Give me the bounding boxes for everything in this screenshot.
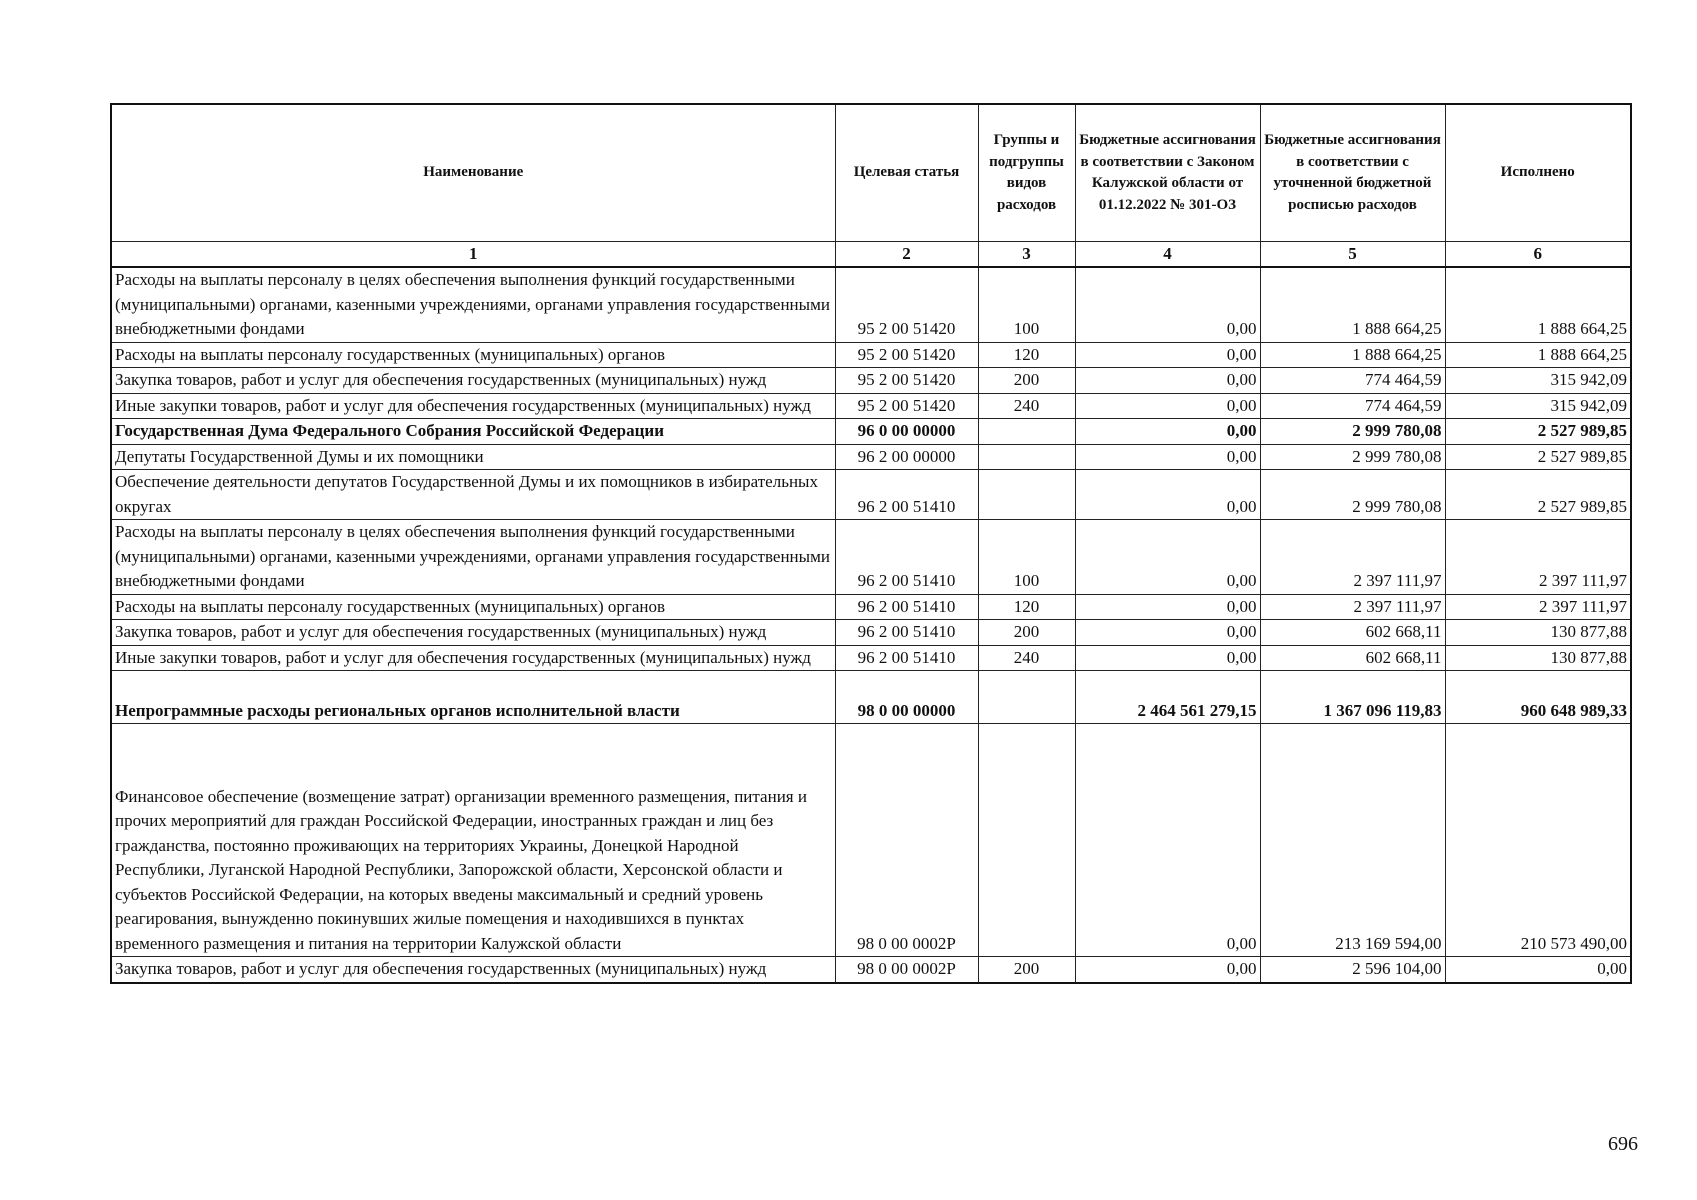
header-refined-allocations: Бюджетные ассигнования в соответствии с уточненной бюджетной росписью расходов <box>1260 104 1445 242</box>
row-executed: 2 397 111,97 <box>1445 594 1631 620</box>
row-name: Расходы на выплаты персоналу в целях обеспечения выполнения функций государственными (муниципальными) органами, казенными учреждениями, органами управления государственными внебюджетными фондами <box>111 267 835 342</box>
row-name: Расходы на выплаты персоналу государственных (муниципальных) органов <box>111 342 835 368</box>
column-number: 2 <box>835 242 978 268</box>
row-executed: 960 648 989,33 <box>1445 671 1631 724</box>
row-expense-group: 120 <box>978 342 1075 368</box>
row-law-allocation: 2 464 561 279,15 <box>1075 671 1260 724</box>
row-executed: 130 877,88 <box>1445 645 1631 671</box>
row-name: Закупка товаров, работ и услуг для обеспечения государственных (муниципальных) нужд <box>111 620 835 646</box>
row-target-article: 96 2 00 51410 <box>835 620 978 646</box>
header-executed: Исполнено <box>1445 104 1631 242</box>
row-name: Закупка товаров, работ и услуг для обеспечения государственных (муниципальных) нужд <box>111 368 835 394</box>
row-name: Иные закупки товаров, работ и услуг для обеспечения государственных (муниципальных) нужд <box>111 645 835 671</box>
row-refined-allocation: 774 464,59 <box>1260 368 1445 394</box>
table-body <box>111 267 1631 983</box>
row-target-article: 98 0 00 0002Р <box>835 724 978 957</box>
column-number: 4 <box>1075 242 1260 268</box>
header-row <box>111 104 1631 242</box>
row-target-article: 98 0 00 00000 <box>835 671 978 724</box>
row-refined-allocation: 1 367 096 119,83 <box>1260 671 1445 724</box>
row-expense-group <box>978 444 1075 470</box>
row-expense-group: 240 <box>978 645 1075 671</box>
row-executed: 2 527 989,85 <box>1445 470 1631 520</box>
table-row <box>111 620 1631 646</box>
row-refined-allocation: 1 888 664,25 <box>1260 342 1445 368</box>
row-expense-group <box>978 724 1075 957</box>
row-refined-allocation: 602 668,11 <box>1260 645 1445 671</box>
table-row <box>111 267 1631 342</box>
table-row <box>111 671 1631 724</box>
row-name: Государственная Дума Федерального Собрания Российской Федерации <box>111 419 835 445</box>
row-refined-allocation: 2 999 780,08 <box>1260 444 1445 470</box>
table-row <box>111 594 1631 620</box>
row-refined-allocation: 2 999 780,08 <box>1260 419 1445 445</box>
row-executed: 0,00 <box>1445 957 1631 983</box>
row-law-allocation: 0,00 <box>1075 444 1260 470</box>
row-law-allocation: 0,00 <box>1075 393 1260 419</box>
table-row <box>111 645 1631 671</box>
row-target-article: 96 0 00 00000 <box>835 419 978 445</box>
column-number: 3 <box>978 242 1075 268</box>
table-row <box>111 342 1631 368</box>
row-expense-group: 100 <box>978 267 1075 342</box>
row-name: Расходы на выплаты персоналу в целях обеспечения выполнения функций государственными (муниципальными) органами, казенными учреждениями, органами управления государственными внебюджетными фондами <box>111 520 835 595</box>
table-row <box>111 444 1631 470</box>
row-expense-group: 240 <box>978 393 1075 419</box>
row-law-allocation: 0,00 <box>1075 724 1260 957</box>
row-executed: 315 942,09 <box>1445 393 1631 419</box>
row-name: Иные закупки товаров, работ и услуг для обеспечения государственных (муниципальных) нужд <box>111 393 835 419</box>
row-refined-allocation: 602 668,11 <box>1260 620 1445 646</box>
row-expense-group <box>978 671 1075 724</box>
row-name: Закупка товаров, работ и услуг для обеспечения государственных (муниципальных) нужд <box>111 957 835 983</box>
row-refined-allocation: 213 169 594,00 <box>1260 724 1445 957</box>
row-law-allocation: 0,00 <box>1075 419 1260 445</box>
row-expense-group: 100 <box>978 520 1075 595</box>
row-name: Непрограммные расходы региональных органов исполнительной власти <box>111 671 835 724</box>
table-row <box>111 393 1631 419</box>
row-executed: 315 942,09 <box>1445 368 1631 394</box>
row-law-allocation: 0,00 <box>1075 957 1260 983</box>
row-refined-allocation: 1 888 664,25 <box>1260 267 1445 342</box>
column-number: 1 <box>111 242 835 268</box>
column-number: 6 <box>1445 242 1631 268</box>
row-target-article: 96 2 00 51410 <box>835 520 978 595</box>
column-number-row <box>111 242 1631 268</box>
row-target-article: 96 2 00 51410 <box>835 470 978 520</box>
row-executed: 210 573 490,00 <box>1445 724 1631 957</box>
header-target-article: Целевая статья <box>835 104 978 242</box>
row-refined-allocation: 2 397 111,97 <box>1260 520 1445 595</box>
row-law-allocation: 0,00 <box>1075 342 1260 368</box>
row-target-article: 95 2 00 51420 <box>835 368 978 394</box>
row-name: Депутаты Государственной Думы и их помощники <box>111 444 835 470</box>
row-refined-allocation: 2 999 780,08 <box>1260 470 1445 520</box>
row-target-article: 96 2 00 51410 <box>835 594 978 620</box>
row-executed: 2 527 989,85 <box>1445 444 1631 470</box>
column-number: 5 <box>1260 242 1445 268</box>
row-target-article: 96 2 00 00000 <box>835 444 978 470</box>
row-refined-allocation: 774 464,59 <box>1260 393 1445 419</box>
row-target-article: 95 2 00 51420 <box>835 393 978 419</box>
row-expense-group: 200 <box>978 368 1075 394</box>
row-executed: 1 888 664,25 <box>1445 342 1631 368</box>
row-law-allocation: 0,00 <box>1075 594 1260 620</box>
row-law-allocation: 0,00 <box>1075 520 1260 595</box>
table-row <box>111 520 1631 595</box>
row-executed: 2 527 989,85 <box>1445 419 1631 445</box>
row-law-allocation: 0,00 <box>1075 470 1260 520</box>
row-name: Финансовое обеспечение (возмещение затрат) организации временного размещения, питания и прочих мероприятий для граждан Российской Федерации, иностранных граждан и лиц без гражданства, постоянно проживающих на территориях Украины, Донецкой Народной Республики, Луганской Народной Республики, Запорожской области, Херсонской области и субъектов Российской Федерации, на которых введены максимальный и средний уровень реагирования, вынужденно покинувших жилые помещения и находившихся в пунктах временного размещения и питания на территории Калужской области <box>111 724 835 957</box>
table-row <box>111 419 1631 445</box>
row-name: Обеспечение деятельности депутатов Государственной Думы и их помощников в избирательных округах <box>111 470 835 520</box>
table-row <box>111 470 1631 520</box>
table-row <box>111 368 1631 394</box>
row-law-allocation: 0,00 <box>1075 368 1260 394</box>
row-executed: 2 397 111,97 <box>1445 520 1631 595</box>
header-law-allocations: Бюджетные ассигнования в соответствии с Законом Калужской области от 01.12.2022 № 301-ОЗ <box>1075 104 1260 242</box>
table-row <box>111 957 1631 983</box>
row-expense-group: 200 <box>978 620 1075 646</box>
header-name: Наименование <box>111 104 835 242</box>
row-law-allocation: 0,00 <box>1075 645 1260 671</box>
row-expense-group: 120 <box>978 594 1075 620</box>
row-target-article: 95 2 00 51420 <box>835 267 978 342</box>
table-row <box>111 724 1631 957</box>
row-target-article: 98 0 00 0002Р <box>835 957 978 983</box>
row-executed: 1 888 664,25 <box>1445 267 1631 342</box>
row-law-allocation: 0,00 <box>1075 620 1260 646</box>
budget-table-container <box>110 103 1632 984</box>
row-refined-allocation: 2 596 104,00 <box>1260 957 1445 983</box>
row-law-allocation: 0,00 <box>1075 267 1260 342</box>
row-executed: 130 877,88 <box>1445 620 1631 646</box>
row-refined-allocation: 2 397 111,97 <box>1260 594 1445 620</box>
header-expense-groups: Группы и подгруппы видов расходов <box>978 104 1075 242</box>
row-target-article: 96 2 00 51410 <box>835 645 978 671</box>
page-number: 696 <box>1608 1133 1638 1155</box>
row-expense-group <box>978 470 1075 520</box>
row-target-article: 95 2 00 51420 <box>835 342 978 368</box>
row-expense-group <box>978 419 1075 445</box>
budget-table <box>110 103 1632 984</box>
row-expense-group: 200 <box>978 957 1075 983</box>
row-name: Расходы на выплаты персоналу государственных (муниципальных) органов <box>111 594 835 620</box>
